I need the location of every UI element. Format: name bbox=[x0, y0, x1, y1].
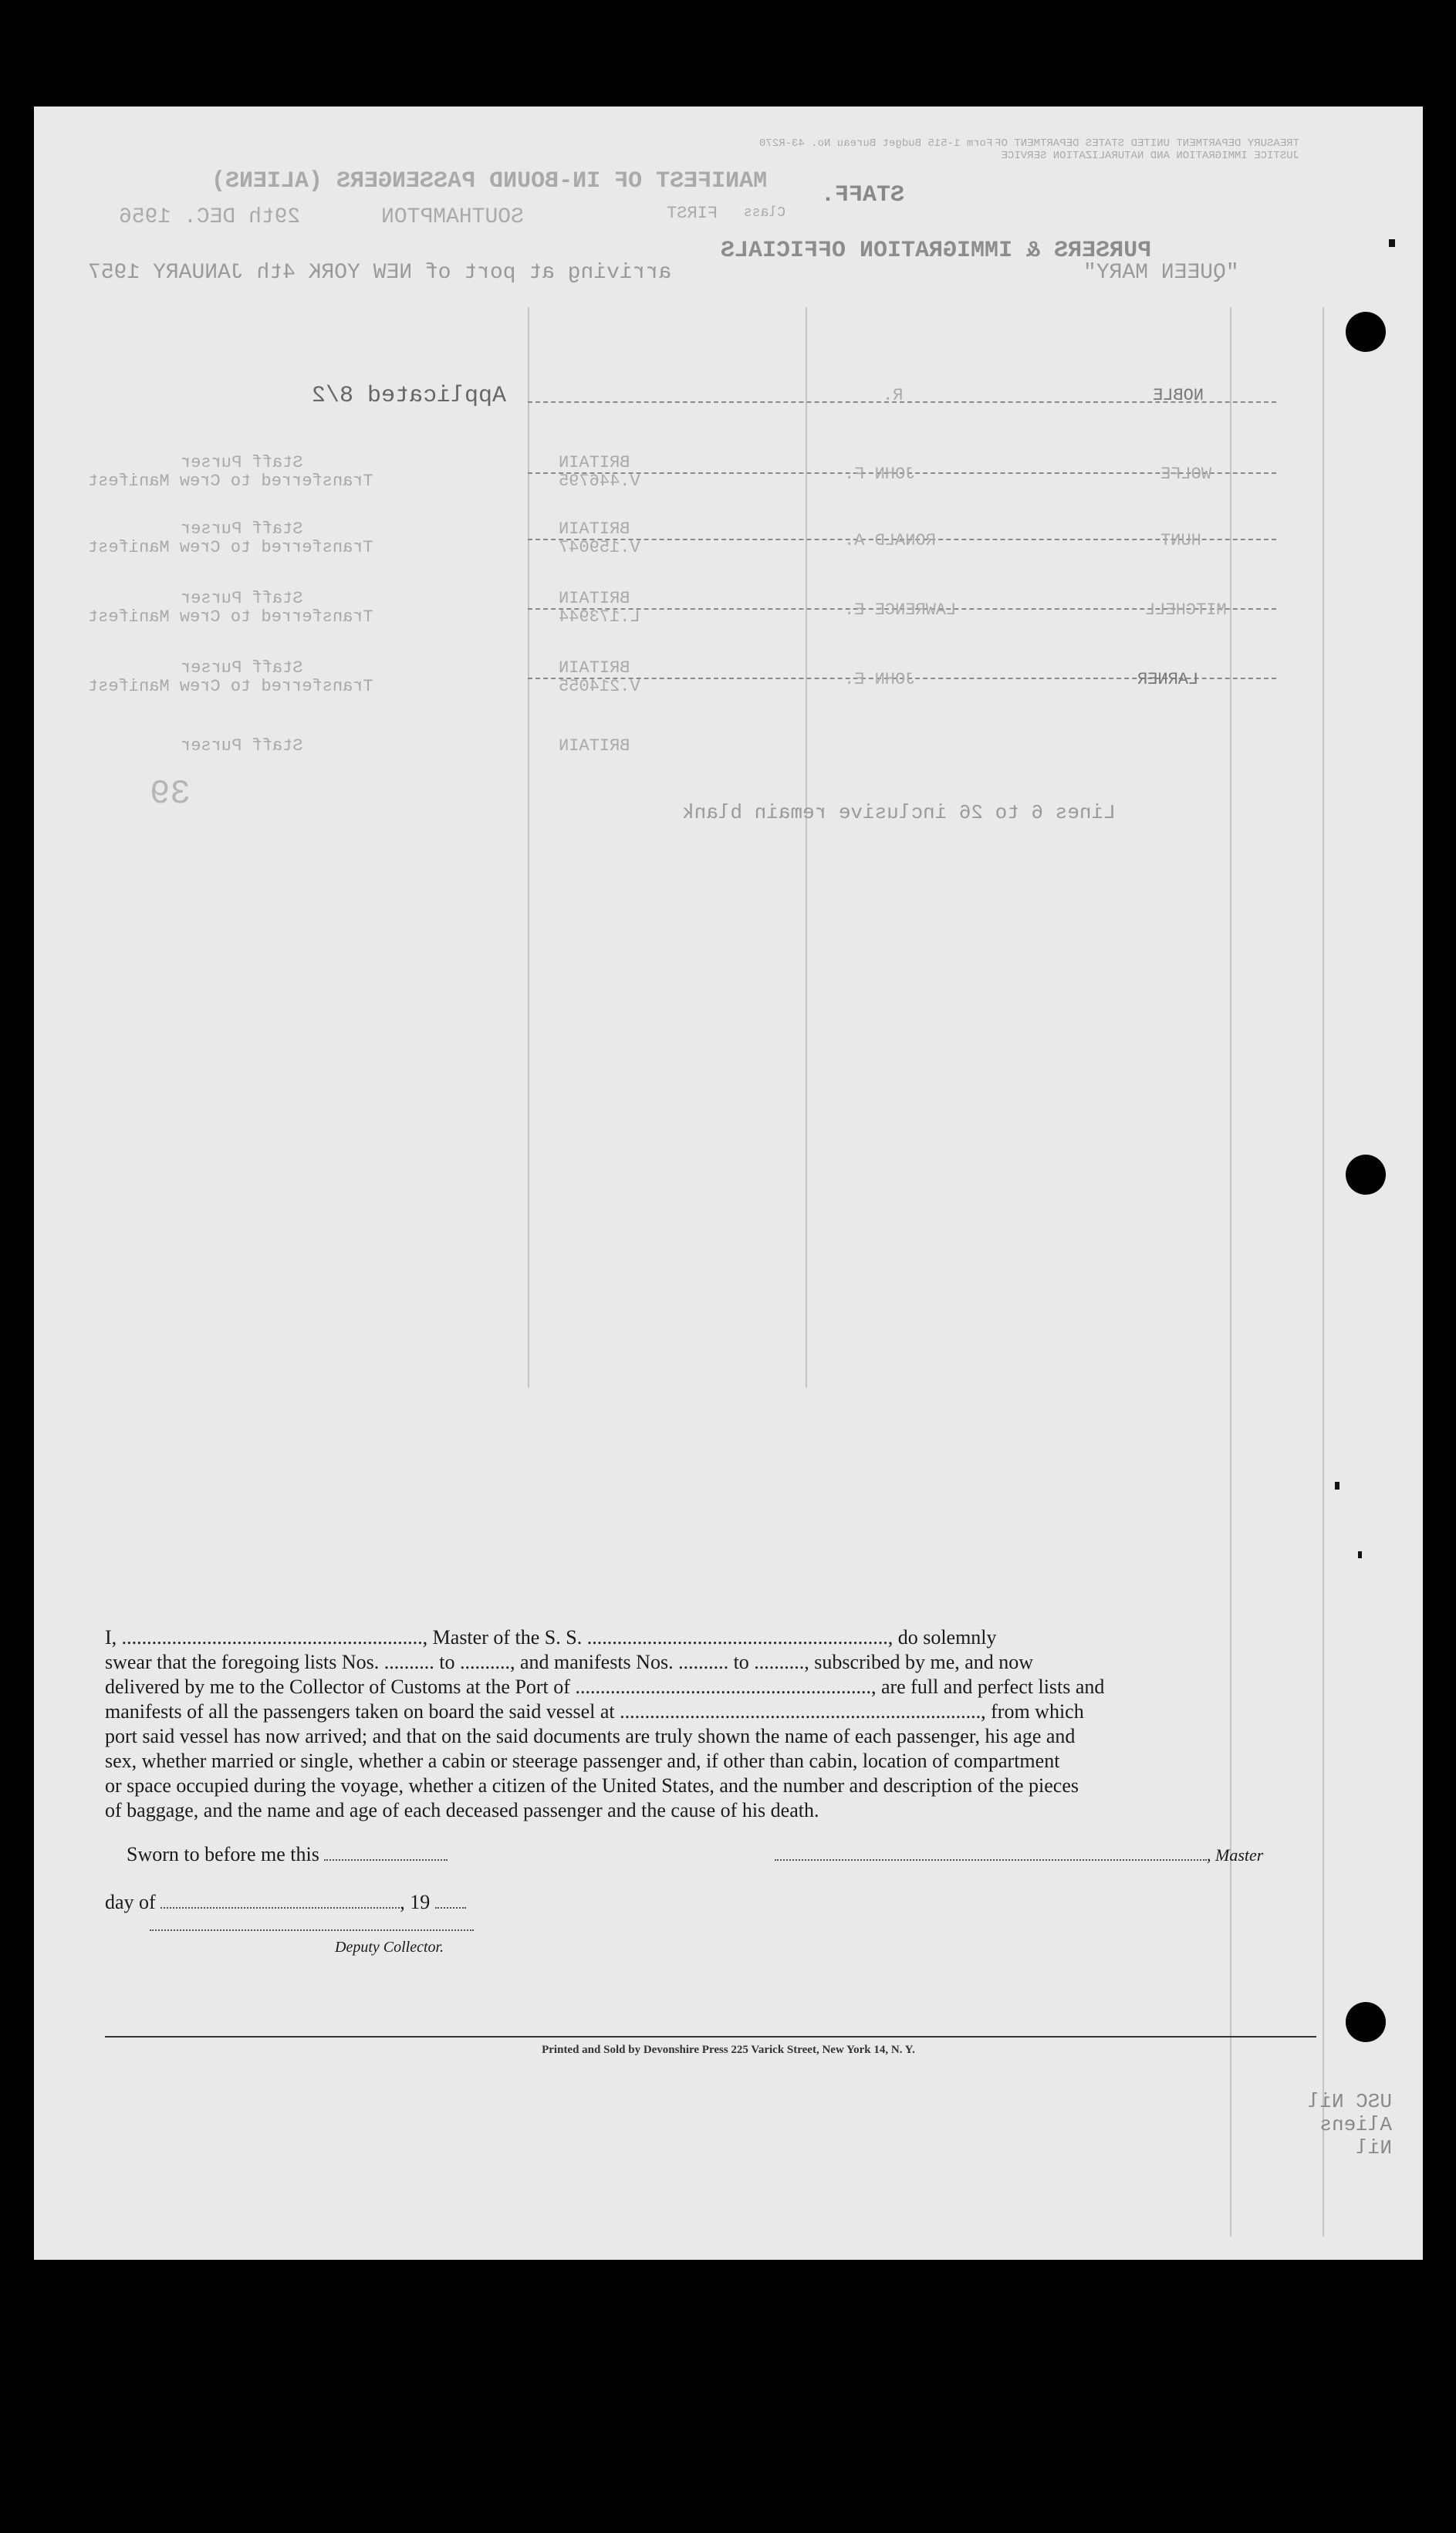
manifest-title: MANIFEST OF IN-BOUND PASSENGERS (ALIENS) bbox=[211, 168, 768, 194]
deputy-signature-line bbox=[150, 1929, 474, 1931]
arriving-line: arriving at port of NEW YORK 4th JANUARY 1957 bbox=[88, 261, 672, 285]
side-stamp: USC Nil Aliens Nil bbox=[1307, 2090, 1392, 2159]
row-passport: BRITAIN bbox=[559, 736, 630, 756]
form-note: Form 1-515 Budget Bureau No. 43-R270 bbox=[759, 137, 993, 150]
oath-line: manifests of all the passengers taken on board the said vessel at ........................................................................, from which bbox=[105, 1700, 1084, 1723]
table-row: Staff Purser Transferred to Crew Manifest bbox=[88, 453, 373, 491]
manifest-page bbox=[34, 107, 1423, 2260]
speck bbox=[1358, 1551, 1362, 1558]
master-signature-line: , Master bbox=[775, 1843, 1263, 1866]
day-of-line: day of , 19 bbox=[105, 1891, 466, 1914]
staff-heading: STAFF. bbox=[821, 182, 905, 208]
row-given: JOHN F. bbox=[844, 465, 916, 484]
sworn-label: Sworn to before me this bbox=[127, 1843, 448, 1866]
row-given: RONALD A. bbox=[844, 531, 936, 550]
oath-paragraph bbox=[105, 1625, 1316, 1823]
row-given: R. bbox=[883, 386, 904, 405]
row-given: JOHN E. bbox=[844, 670, 916, 689]
row-name: NOBLE bbox=[1153, 386, 1204, 405]
class-label: Class bbox=[744, 205, 786, 221]
row-passport: BRITAIN V.446795 bbox=[559, 453, 640, 491]
oath-line: port said vessel has now arrived; and that on the said documents are truly shown the name of each passenger, his age and bbox=[105, 1725, 1076, 1747]
row-name: MITCHELL bbox=[1145, 600, 1227, 620]
from-port: SOUTHAMPTON bbox=[381, 205, 524, 229]
page-number: 39 bbox=[150, 775, 191, 813]
ship-name: "QUEEN MARY" bbox=[1083, 261, 1239, 285]
table-row: Applicated 8/2 bbox=[312, 383, 507, 409]
table-row: Staff Purser bbox=[181, 736, 303, 756]
punch-hole bbox=[1346, 2002, 1386, 2042]
row-passport: BRITAIN L.173944 bbox=[559, 589, 640, 627]
speck bbox=[1389, 239, 1395, 247]
table-row: Staff Purser Transferred to Crew Manifest bbox=[88, 658, 373, 696]
row-name: HUNT bbox=[1160, 531, 1201, 550]
speck bbox=[1335, 1482, 1339, 1490]
punch-hole bbox=[1346, 312, 1386, 352]
class-value: FIRST bbox=[667, 204, 718, 223]
row-name: LARNER bbox=[1137, 670, 1199, 689]
row-passport: BRITAIN V.214055 bbox=[559, 658, 640, 696]
oath-line: delivered by me to the Collector of Customs at the Port of ..........................................................., are full and perfect lists and bbox=[105, 1676, 1105, 1698]
footer-rule bbox=[105, 2036, 1316, 2038]
printer-line: Printed and Sold by Devonshire Press 225 Varick Street, New York 14, N. Y. bbox=[542, 2044, 915, 2056]
department-note: TREASURY DEPARTMENT UNITED STATES DEPARTMENT OF JUSTICE IMMIGRATION AND NATURALIZATION SERVICE bbox=[995, 137, 1299, 162]
table-row: Staff Purser Transferred to Crew Manifest bbox=[88, 589, 373, 627]
oath-line: or space occupied during the voyage, whether a citizen of the United States, and the number and description of the pieces bbox=[105, 1774, 1079, 1797]
deputy-collector-label: Deputy Collector. bbox=[335, 1939, 444, 1956]
table-row: Staff Purser Transferred to Crew Manifest bbox=[88, 519, 373, 557]
oath-line: I, ............................................................, Master of the S. S. ............................................................, do solemnly bbox=[105, 1626, 997, 1649]
column-divider bbox=[528, 307, 529, 1388]
row-name: WOLFE bbox=[1160, 465, 1212, 484]
oath-line: sex, whether married or single, whether a cabin or steerage passenger and, if other than cabin, location of compartment bbox=[105, 1750, 1060, 1772]
officials-heading: PURSERS & IMMIGRATION OFFICIALS bbox=[721, 238, 1152, 264]
punch-hole bbox=[1346, 1155, 1386, 1195]
column-divider bbox=[806, 307, 807, 1388]
row-passport: BRITAIN V.159047 bbox=[559, 519, 640, 557]
sailing-date: 29th DEC. 1956 bbox=[119, 205, 301, 229]
column-divider bbox=[1230, 307, 1231, 2237]
lines-blank-note: Lines 6 to 26 inclusive remain blank bbox=[682, 801, 1116, 824]
oath-line: of baggage, and the name and age of each deceased passenger and the cause of his death. bbox=[105, 1799, 819, 1821]
oath-line: swear that the foregoing lists Nos. .......... to .........., and manifests Nos. .......... to .........., subscribed by me, and now bbox=[105, 1651, 1034, 1673]
column-divider bbox=[1323, 307, 1324, 2237]
row-given: LAWRENCE E. bbox=[844, 600, 957, 620]
